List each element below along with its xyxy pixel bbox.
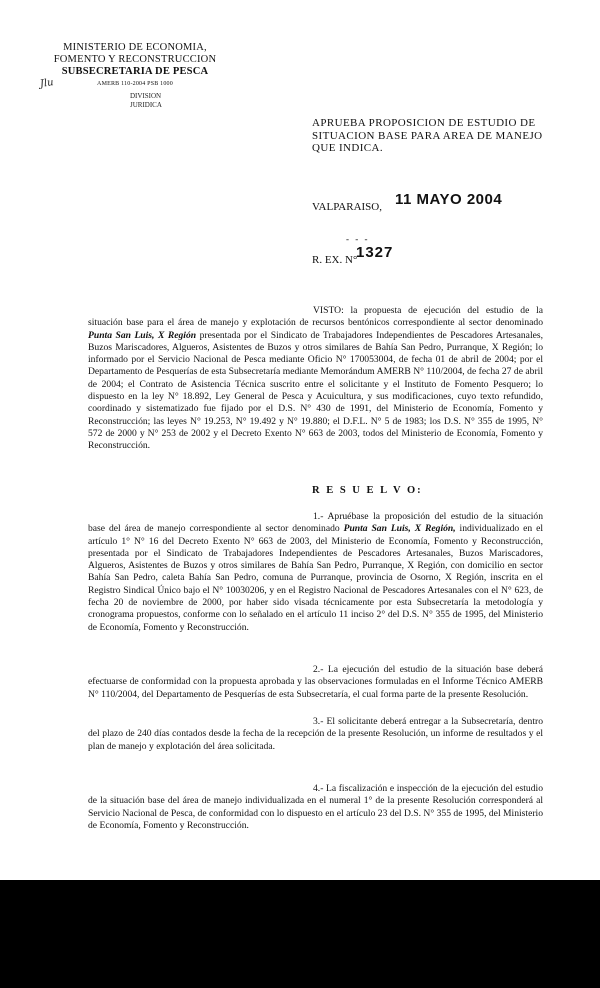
handwritten-signature: Jlu bbox=[39, 77, 55, 90]
item-2-lead: 2.- La ejecución del estudio de la situación base bbox=[313, 664, 513, 675]
stamp-line-1: DIVISION bbox=[130, 92, 162, 100]
resolution-item-1 bbox=[88, 511, 543, 634]
visto-paragraph bbox=[88, 305, 543, 453]
resolution-number: 1327 bbox=[356, 244, 394, 261]
subsecretaria-line: SUBSECRETARIA DE PESCA bbox=[61, 66, 209, 77]
letterhead bbox=[50, 42, 220, 88]
resolution-item-4 bbox=[88, 783, 543, 832]
item-4-lead: 4.- La fiscalización e inspección de la ejecución del bbox=[313, 783, 513, 794]
item-4-text: estudio de la situación base del área de manejo individualizada en el numeral 1° de la presente Resolución corresponderá al Servicio Nacional de Pesca, de conformidad con lo dispuesto en el artículo 23 del D.S. N° 355 de 1995, del Ministerio de Economía, Fomento y Reconstrucción. bbox=[88, 783, 543, 831]
item-2-text: deberá efectuarse de conformidad con la propuesta aprobada y las observaciones formuladas en el Informe Técnico AMERB N° 110/2004, del Departamento de Pesquerías de esta Subsecretaría, el cual forma parte de la presente Resolución. bbox=[88, 664, 543, 700]
resuelvo-heading: R E S U E L V O: bbox=[312, 485, 423, 496]
place-label: VALPARAISO, bbox=[312, 201, 382, 213]
resolution-label: R. EX. N° bbox=[312, 254, 358, 266]
visto-sector: Punta San Luis, X Región bbox=[88, 329, 197, 341]
date-stamp: 11 MAYO 2004 bbox=[395, 191, 503, 208]
dots-mark: - - - bbox=[346, 234, 370, 244]
item-1-text-b: individualizado en el artículo 1° N° 16 del Decreto Exento N° 663 de 2003, del Ministerio de Economía, Fomento y Reconstrucción, presentada por el Sindicato de Trabajadores Independientes de Pescadores Artesanales, Buzos Mariscadores, Algueros, Asistentes de Buzos y otros similares de Bahía San Pedro, Purranque, X Región, con domicilio en sector Bahía San Pedro, caleta Bahía San Pedro, comuna de Purranque, provincia de Osorno, X Región, inscrita en el Registro Sindical Único bajo el N° 10030206, y en el Registro Nacional de Pescadores Artesanales con el N° 623, de fecha 20 de noviembre de 2000, por haber sido visada técnicamente por esta Subsecretaría la metodología y cronograma propuestos, conforme con lo señalado en el artículo 11 inciso 2° del D.S. N° 355 de 1995, del Ministerio de Economía, Fomento y Reconstrucción. bbox=[88, 523, 543, 633]
stamp-line-2: JURIDICA bbox=[130, 101, 162, 109]
item-3-text: dentro del plazo de 240 días contados desde la fecha de la recepción de la presente Resolución, un informe de resultados y el plan de manejo y explotación del área solicitada. bbox=[88, 716, 543, 752]
ministry-line-2: FOMENTO Y RECONSTRUCCION bbox=[53, 54, 217, 65]
visto-text-b: presentada por el Sindicato de Trabajadores Independientes de Pescadores Artesanales, Buzos Mariscadores, Algueros, Asistentes de Buzos y otros similares de Bahía San Pedro, Purranque, X Región; lo informado por el Servicio Nacional de Pesca mediante Oficio N° 170053004, de fecha 01 de abril de 2004; por el Departamento de Pesquerías de esta Subsecretaría mediante Memorándum AMERB N° 110/2004, de fecha 27 de abril de 2004; el Contrato de Asistencia Técnica suscrito entre el solicitante y el Instituto de Fomento Pesquero; lo dispuesto en la ley N° 18.892, Ley General de Pesca y Acuicultura, y sus modificaciones, cuyo texto refundido, coordinado y sistematizado fue fijado por el D.S. N° 430 de 1991, del Ministerio de Economía, Fomento y Reconstrucción; las leyes N° 19.253, N° 19.492 y N° 19.880; el D.F.L. N° 5 de 1983; los D.S. N° 355 de 1995, N° 572 de 2000 y N° 253 de 2002 y el Decreto Exento N° 663 de 2003, todos del Ministerio de Economía, Fomento y Reconstrucción. bbox=[88, 329, 543, 452]
resolution-item-3 bbox=[88, 716, 543, 753]
item-1-sector: Punta San Luis, X Región, bbox=[343, 523, 456, 535]
resolution-item-2 bbox=[88, 664, 543, 701]
document-title: APRUEBA PROPOSICION DE ESTUDIO DE SITUACION BASE PARA AREA DE MANEJO QUE INDICA. bbox=[312, 117, 543, 154]
visto-text-a: situación base para el área de manejo y explotación de recursos bentónicos correspondiente al sector denominado bbox=[88, 317, 543, 329]
item-1-text-a: situación base del área de manejo correspondiente al sector denominado bbox=[88, 511, 543, 535]
ministry-line-1: MINISTERIO DE ECONOMIA, bbox=[63, 42, 207, 53]
item-1-lead: 1.- Apruébase la proposición del estudio de la bbox=[313, 511, 504, 522]
reference-code: AMERB 110-2004 PSB 1000 bbox=[97, 81, 173, 87]
visto-lead: VISTO: la propuesta de ejecución del estudio de la bbox=[313, 305, 543, 316]
scan-black-border bbox=[0, 880, 600, 988]
item-3-lead: 3.- El solicitante deberá entregar a la Subsecretaría, bbox=[313, 716, 516, 727]
division-stamp bbox=[130, 92, 190, 110]
